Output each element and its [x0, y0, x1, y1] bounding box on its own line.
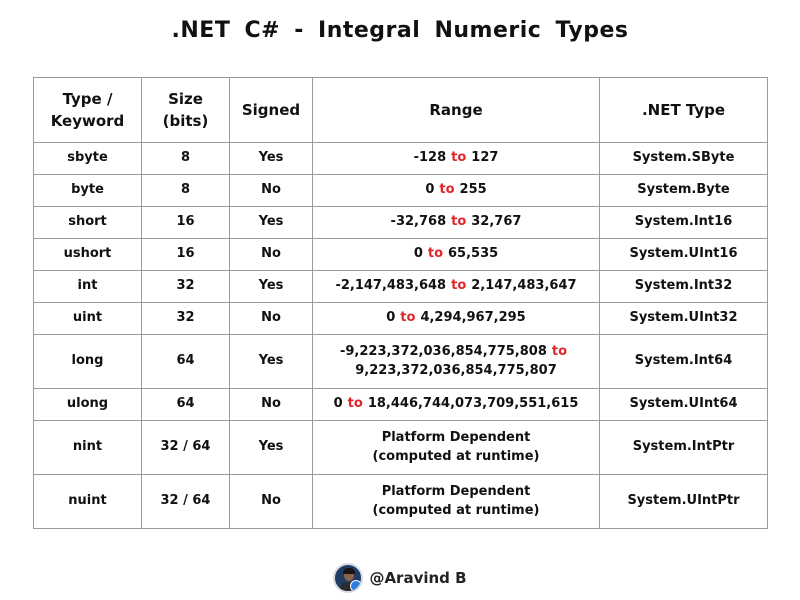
cell-size: 32: [142, 271, 230, 303]
cell-net-type: System.Byte: [600, 175, 768, 207]
author-footer: [0, 561, 800, 595]
range-max: 18,446,744,073,709,551,615: [367, 396, 579, 412]
cell-keyword: sbyte: [34, 143, 142, 175]
range-max: 65,535: [448, 246, 499, 262]
range-min: 0: [333, 396, 343, 412]
cell-keyword: nuint: [34, 475, 142, 529]
range-max: 255: [459, 182, 487, 198]
table-row: [34, 389, 768, 421]
range-separator: to: [347, 396, 363, 412]
range-separator: to: [451, 150, 467, 166]
cell-size: 16: [142, 207, 230, 239]
range-min: -2,147,483,648: [335, 278, 447, 294]
integral-types-table: [33, 77, 768, 529]
cell-net-type: System.Int64: [600, 335, 768, 389]
table-row: [34, 421, 768, 475]
cell-signed: No: [230, 303, 313, 335]
range-max: 2,147,483,647: [471, 278, 577, 294]
cell-net-type: System.IntPtr: [600, 421, 768, 475]
header-size-bits: [142, 78, 230, 143]
header-net-type: .NET Type: [600, 78, 768, 143]
cell-size: 8: [142, 175, 230, 207]
cell-keyword: int: [34, 271, 142, 303]
header-range: Range: [313, 78, 600, 143]
table-row: [34, 335, 768, 389]
table-row: [34, 303, 768, 335]
range-min: -9,223,372,036,854,775,808: [339, 343, 547, 359]
cell-signed: Yes: [230, 207, 313, 239]
cell-net-type: System.Int16: [600, 207, 768, 239]
cell-range: [313, 271, 600, 303]
cell-keyword: ulong: [34, 389, 142, 421]
cell-net-type: System.UInt16: [600, 239, 768, 271]
cell-signed: No: [230, 175, 313, 207]
cell-size: 16: [142, 239, 230, 271]
cell-net-type: System.UInt32: [600, 303, 768, 335]
cell-net-type: System.Int32: [600, 271, 768, 303]
range-max: 127: [471, 150, 499, 166]
header-type-keyword: [34, 78, 142, 143]
cell-signed: Yes: [230, 421, 313, 475]
range-min: -128: [413, 150, 447, 166]
cell-range: [313, 335, 600, 389]
header-line: Type /: [62, 89, 113, 108]
table-row: [34, 207, 768, 239]
cell-size: 8: [142, 143, 230, 175]
range-max: 4,294,967,295: [420, 310, 526, 326]
cell-range: [313, 421, 600, 475]
cell-signed: Yes: [230, 143, 313, 175]
range-max: 9,223,372,036,854,775,807: [355, 362, 557, 378]
header-signed: Signed: [230, 78, 313, 143]
range-separator: to: [400, 310, 416, 326]
range-separator: to: [451, 214, 467, 230]
cell-signed: Yes: [230, 335, 313, 389]
range-min: 0: [386, 310, 396, 326]
cell-size: 32 / 64: [142, 421, 230, 475]
cell-keyword: ushort: [34, 239, 142, 271]
range-text: (computed at runtime): [372, 502, 540, 518]
cell-keyword: uint: [34, 303, 142, 335]
table-header-row: [34, 78, 768, 143]
person-avatar-icon: [333, 563, 363, 593]
cell-keyword: byte: [34, 175, 142, 207]
page-title: .NET C# - Integral Numeric Types: [171, 18, 629, 43]
cell-size: 64: [142, 335, 230, 389]
range-max: 32,767: [471, 214, 522, 230]
range-separator: to: [551, 343, 568, 359]
cell-size: 32: [142, 303, 230, 335]
range-min: -32,768: [390, 214, 447, 230]
table-row: [34, 175, 768, 207]
table-row: [34, 475, 768, 529]
cell-net-type: System.SByte: [600, 143, 768, 175]
cell-size: 32 / 64: [142, 475, 230, 529]
cell-range: [313, 175, 600, 207]
cell-keyword: nint: [34, 421, 142, 475]
table-row: [34, 143, 768, 175]
cell-range: [313, 143, 600, 175]
range-text: Platform Dependent: [381, 483, 531, 499]
table-row: [34, 271, 768, 303]
cell-signed: No: [230, 475, 313, 529]
cell-keyword: short: [34, 207, 142, 239]
range-text: Platform Dependent: [381, 429, 531, 445]
range-text: (computed at runtime): [372, 448, 540, 464]
cell-range: [313, 207, 600, 239]
author-handle: @Aravind B: [369, 569, 467, 587]
header-line: Keyword: [50, 112, 125, 130]
range-min: 0: [425, 182, 435, 198]
range-separator: to: [439, 182, 455, 198]
cell-signed: Yes: [230, 271, 313, 303]
range-separator: to: [451, 278, 467, 294]
cell-net-type: System.UInt64: [600, 389, 768, 421]
range-separator: to: [427, 246, 444, 262]
cell-range: [313, 303, 600, 335]
header-line: Size: [168, 89, 203, 108]
table-body: [34, 143, 768, 529]
cell-signed: No: [230, 239, 313, 271]
range-min: 0: [413, 246, 423, 262]
cell-signed: No: [230, 389, 313, 421]
cell-range: [313, 389, 600, 421]
cell-keyword: long: [34, 335, 142, 389]
cell-range: [313, 239, 600, 271]
header-line: (bits): [162, 112, 209, 130]
cell-size: 64: [142, 389, 230, 421]
table-row: [34, 239, 768, 271]
cell-range: [313, 475, 600, 529]
cell-net-type: System.UIntPtr: [600, 475, 768, 529]
